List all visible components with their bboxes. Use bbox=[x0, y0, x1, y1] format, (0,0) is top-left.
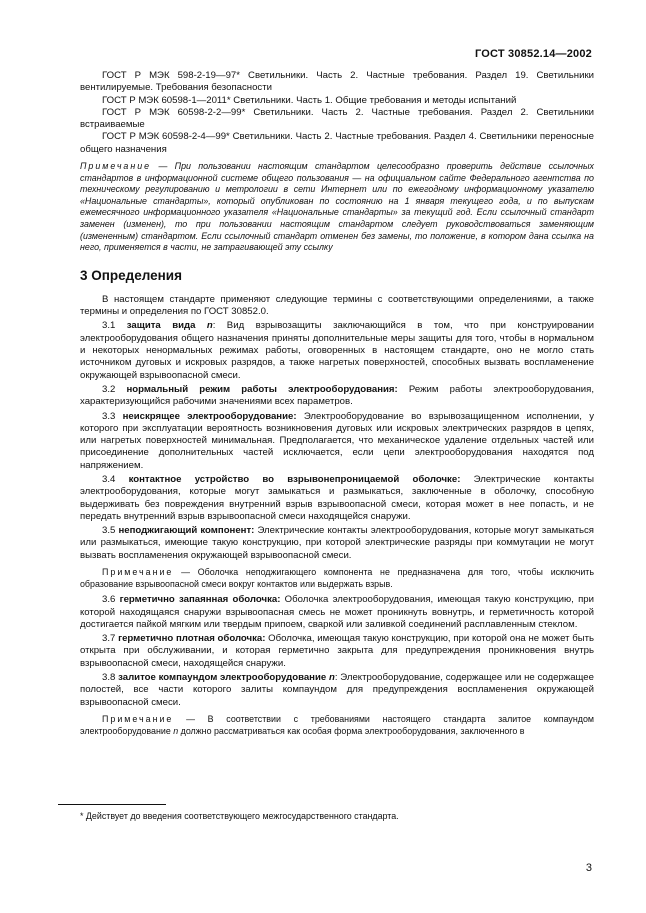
definition-number: 3.1 bbox=[102, 320, 127, 332]
reference-item: ГОСТ Р МЭК 60598-1—2011* Светильники. Часть 1. Общие требования и методы испытаний bbox=[102, 94, 517, 106]
standard-number: ГОСТ 30852.14—2002 bbox=[474, 48, 592, 60]
definition-term: залитое компаундом электрооборудование bbox=[118, 672, 329, 684]
definition-number: 3.3 bbox=[102, 410, 123, 422]
page-number: 3 bbox=[585, 862, 592, 874]
definition-number: 3.2 bbox=[102, 383, 127, 395]
definition-term: неискрящее электрооборудование: bbox=[122, 410, 297, 422]
note-text: — В соответствии с требованиями настоящего стандарта залитое компаундом электрооборудование bbox=[80, 713, 594, 736]
note-label: Примечание bbox=[102, 713, 174, 724]
note-variable: n bbox=[173, 725, 179, 736]
definition-number: 3.4 bbox=[102, 473, 129, 485]
section-intro: В настоящем стандарте применяют следующие термины с соответствующими определениями, а также термины и определения по ГОСТ 30852.0. bbox=[80, 293, 594, 318]
definition-term: контактное устройство во взрывонепроницаемой оболочке: bbox=[128, 473, 461, 485]
note-label: Примечание bbox=[80, 161, 152, 172]
references-list bbox=[80, 70, 594, 156]
definition-text: Режим работы электрооборудования, характеризующийся рабочими значениями всех параметров. bbox=[80, 383, 594, 408]
definition-text: : Вид взрывозащиты заключающийся в том, что при конструировании электрооборудования общего назначения приняты дополнительные меры защиты для того, чтобы в нормальном и некоторых ненормальных режимах работы, оговоренных в настоящем стандарте, оно не могло стать источником дуговых и искровых разрядов, а также нагретых поверхностей, способных вызвать воспламенение окружающей взрывоопасной смеси. bbox=[80, 320, 594, 381]
definition-3-7 bbox=[80, 633, 594, 670]
definition-term: герметично плотная оболочка: bbox=[118, 633, 266, 645]
reference-item: ГОСТ Р МЭК 598-2-19—97* Светильники. Часть 2. Частные требования. Раздел 19. Светильники вентилируемые. Требования безопасности bbox=[80, 70, 594, 94]
definition-3-3 bbox=[80, 411, 594, 472]
term-variable: n bbox=[206, 320, 213, 332]
reference-note bbox=[80, 161, 594, 254]
note-text: должно рассматриваться как особая форма электрооборудования, заключенного в bbox=[178, 725, 525, 736]
definition-number: 3.6 bbox=[102, 594, 120, 606]
page-content bbox=[80, 70, 594, 741]
definition-3-1 bbox=[80, 320, 594, 381]
definition-term: герметично запаянная оболочка: bbox=[119, 594, 281, 606]
definition-text: Электрические контакты электрооборудования, которые могут замыкаться или размыкаться, имеющие такую конструкцию, при которой электрические разряды при коммутации не могут вызвать воспламенения окружающей взрывоопасной смеси. bbox=[80, 525, 594, 561]
definition-term: неподжигающий компонент: bbox=[118, 525, 255, 537]
reference-item: ГОСТ Р МЭК 60598-2-2—99* Светильники. Часть 2. Частные требования. Раздел 2. Светильники встраиваемые bbox=[80, 106, 594, 131]
definition-3-2 bbox=[80, 384, 594, 409]
definition-3-8 bbox=[80, 672, 594, 709]
footnote-divider bbox=[58, 804, 166, 805]
reference-item: ГОСТ Р МЭК 60598-2-4—99* Светильники. Часть 2. Частные требования. Раздел 4. Светильники переносные общего назначения bbox=[80, 131, 594, 155]
footnote: * Действует до введения соответствующего межгосударственного стандарта. bbox=[80, 811, 399, 821]
definition-text: : Электрооборудование, содержащее или не содержащее полостей, все части которого залиты компаундом для предупреждения воспламенения окружающей взрывоопасной смеси. bbox=[80, 672, 594, 708]
definition-3-5 bbox=[80, 525, 594, 562]
definition-number: 3.8 bbox=[102, 672, 119, 684]
definition-number: 3.7 bbox=[102, 633, 119, 645]
definition-text: Оболочка электрооборудования, имеющая такую конструкцию, при которой находящаяся снаружи взрывоопасная смесь не может проникнуть вовнутрь, и герметичность которой достигается пайкой мягким или твердым припоем, сваркой или заливкой соединений расплавленным стеклом. bbox=[80, 594, 594, 630]
definition-text: Оболочка, имеющая такую конструкцию, при которой она не может быть открыта при обслуживании, и которая герметично закрыта для предупреждения проникновения внутрь взрывоопасной смеси, находящейся снаружи. bbox=[80, 633, 594, 669]
note-label: Примечание bbox=[102, 567, 174, 578]
note-text: — Оболочка неподжигающего компонента не предназначена для того, чтобы исключить образование взрывоопасной смеси вокруг контактов или выдержать взрыв. bbox=[80, 567, 594, 589]
definition-number: 3.5 bbox=[102, 525, 119, 537]
definition-text: Электрооборудование во взрывозащищенном исполнении, у которого при эксплуатации вероятность возникновения дуговых или искровых электрических разрядов в цепях, или нагретых поверхностей минимальная. Предполагается, что механическое удаление отдельных частей или присоединение дополнительных частей исключается, если цепи электрооборудования находятся под напряжением. bbox=[80, 410, 594, 471]
definition-3-6 bbox=[80, 594, 594, 631]
term-variable: n bbox=[328, 672, 335, 684]
section-title: 3 Определения bbox=[80, 267, 182, 283]
definition-text: Электрические контакты электрооборудования, которые могут замыкаться и размыкаться, заключенные в оболочку, способную выдерживать без повреждения внутренний взрыв взрывоопасной смеси, которая может в нее попасть, и не передать внутренний взрыв взрывоопасной смеси находящейся снаружи. bbox=[80, 473, 594, 522]
definition-3-4 bbox=[80, 474, 594, 523]
definition-note-3-8 bbox=[80, 714, 594, 737]
definition-term: нормальный режим работы электрооборудования: bbox=[126, 383, 398, 395]
definition-term: защита вида bbox=[126, 320, 207, 332]
definition-note-3-5 bbox=[80, 567, 594, 590]
note-text: — При пользовании настоящим стандартом целесообразно проверить действие ссылочных стандартов в информационной системе общего пользования — на официальном сайте Федерального агентства по техническому регулированию и метрологии в сети Интернет или по ежегодному информационному указателю «Национальные стандарты», который опубликован по состоянию на 1 января текущего года, и по выпускам ежемесячного информационного указателя «Национальные стандарты» за текущий год. Если ссылочный стандарт заменен (изменен), то при пользовании настоящим стандартом следует руководствоваться заменяющим (измененным) стандартом. Если ссылочный стандарт отменен без замены, то положение, в котором дана ссылка на него, применяется в части, не затрагивающей эту ссылку bbox=[80, 161, 594, 253]
